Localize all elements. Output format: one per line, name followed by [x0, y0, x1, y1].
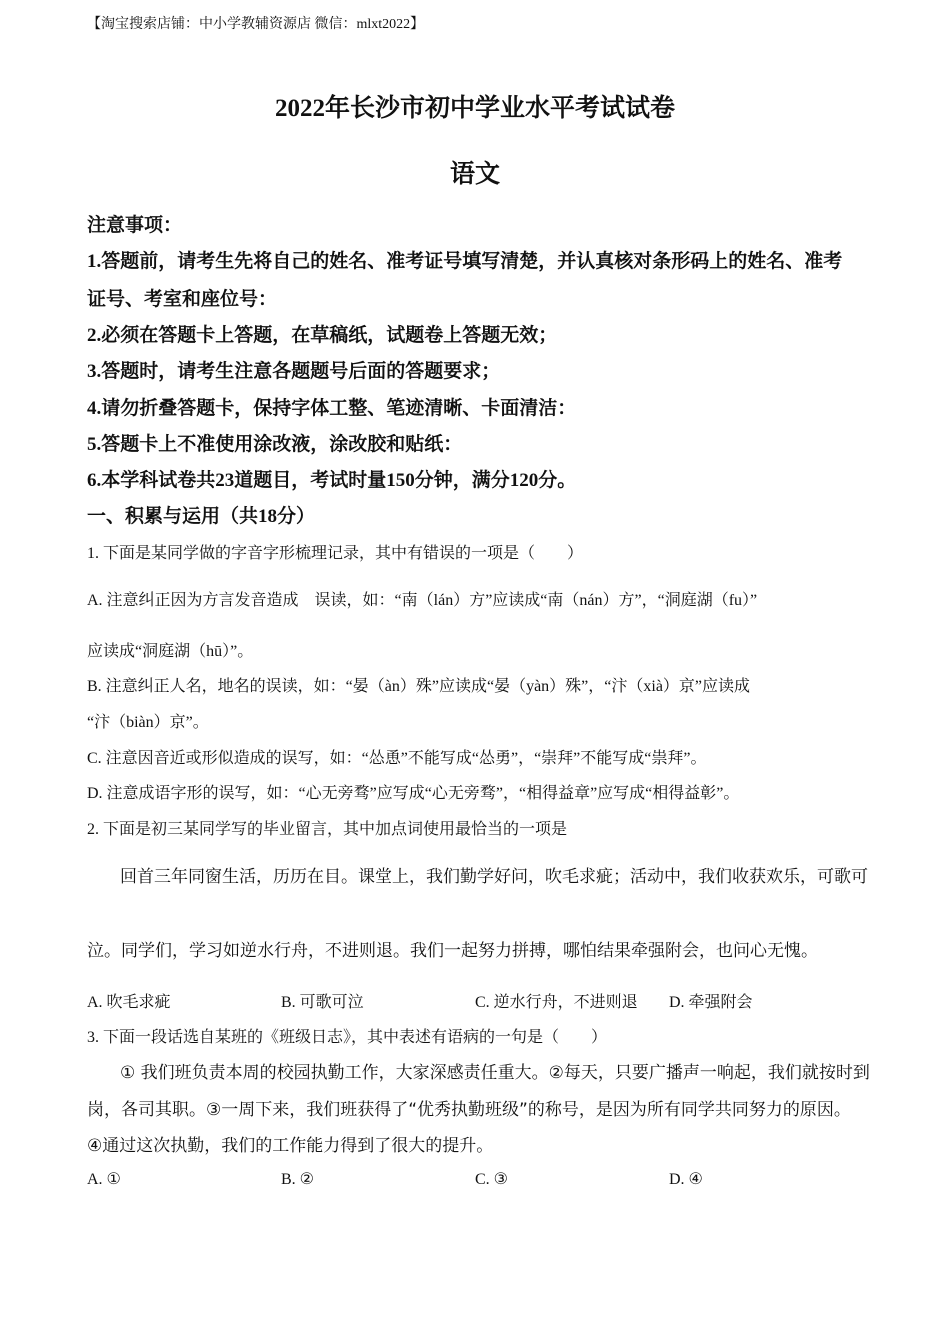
question-2-option-b: B. 可歌可泣 [281, 994, 364, 1011]
question-2-option-c: C. 逆水行舟，不进则退 [475, 994, 638, 1011]
question-3-passage: 岗，各司其职。③一周下来，我们班获得了“优秀执勤班级”的称号，是因为所有同学共同努力的原因。 [87, 1100, 851, 1120]
question-1-line: A. 注意纠正因为方言发音造成 误读，如：“南（lán）方”应读成“南（nán）方”，“洞庭湖（fu）” [87, 592, 758, 609]
notice-item: 6.本学科试卷共23道题目，考试时量150分钟，满分120分。 [87, 470, 577, 491]
exam-title: 2022年长沙市初中学业水平考试试卷 [274, 95, 675, 122]
question-1-stem: 1. 下面是某同学做的字音字形梳理记录，其中有错误的一项是（ ） [87, 545, 584, 562]
question-1-line: 应读成“洞庭湖（hū）”。 [87, 643, 254, 660]
notice-item: 证号、考室和座位号： [87, 289, 278, 310]
section-heading: 一、积累与运用（共18分） [87, 506, 316, 527]
question-1-line: “汴（biàn）京”。 [87, 714, 209, 731]
question-3-passage: ① 我们班负责本周的校园执勤工作，大家深感责任重大。②每天，只要广播声一响起，我们就按时到 [120, 1063, 870, 1083]
notice-item: 1.答题前，请考生先将自己的姓名、准考证号填写清楚，并认真核对条形码上的姓名、准考 [87, 251, 843, 272]
question-3-option-d: D. ④ [669, 1171, 703, 1188]
exam-subject: 语文 [449, 161, 500, 188]
question-3-passage: ④通过这次执勤，我们的工作能力得到了很大的提升。 [87, 1136, 494, 1156]
notice-item: 4.请勿折叠答题卡，保持字体工整、笔迹清晰、卡面清洁： [87, 398, 577, 419]
question-1-line: B. 注意纠正人名，地名的误读，如：“晏（àn）殊”应读成“晏（yàn）殊”，“汴（xià）京”应读成 [87, 678, 751, 695]
question-2-stem: 2. 下面是初三某同学写的毕业留言，其中加点词使用最恰当的一项是 [87, 821, 568, 838]
question-2-option-d: D. 牵强附会 [669, 994, 753, 1011]
notice-item: 2.必须在答题卡上答题，在草稿纸，试题卷上答题无效； [87, 325, 558, 346]
question-1-line: D. 注意成语字形的误写，如：“心无旁骛”应写成“心无旁骛”，“相得益章”应写成“相得益彰”。 [87, 785, 740, 802]
question-2-passage: 回首三年同窗生活，历历在目。课堂上，我们勤学好问，吹毛求疵；活动中，我们收获欢乐，可歌可 [120, 867, 868, 887]
question-1-line: C. 注意因音近或形似造成的误写，如：“怂恿”不能写成“怂勇”，“崇拜”不能写成“祟拜”。 [87, 750, 707, 767]
question-3-option-c: C. ③ [475, 1171, 509, 1188]
question-2-option-a: A. 吹毛求疵 [87, 994, 171, 1011]
question-2-passage: 泣。同学们，学习如逆水行舟，不进则退。我们一起努力拼搏，哪怕结果牵强附会，也问心无愧。 [87, 941, 818, 961]
notice-item: 3.答题时，请考生注意各题题号后面的答题要求； [87, 361, 501, 382]
question-3-stem: 3. 下面一段话选自某班的《班级日志》，其中表述有语病的一句是（ ） [87, 1029, 608, 1046]
notice-heading: 注意事项： [87, 215, 183, 236]
question-3-option-b: B. ② [281, 1171, 315, 1188]
header-note: 【淘宝搜索店铺：中小学教辅资源店 微信：mlxt2022】 [87, 17, 425, 32]
notice-item: 5.答题卡上不准使用涂改液，涂改胶和贴纸： [87, 434, 463, 455]
question-3-option-a: A. ① [87, 1171, 121, 1188]
